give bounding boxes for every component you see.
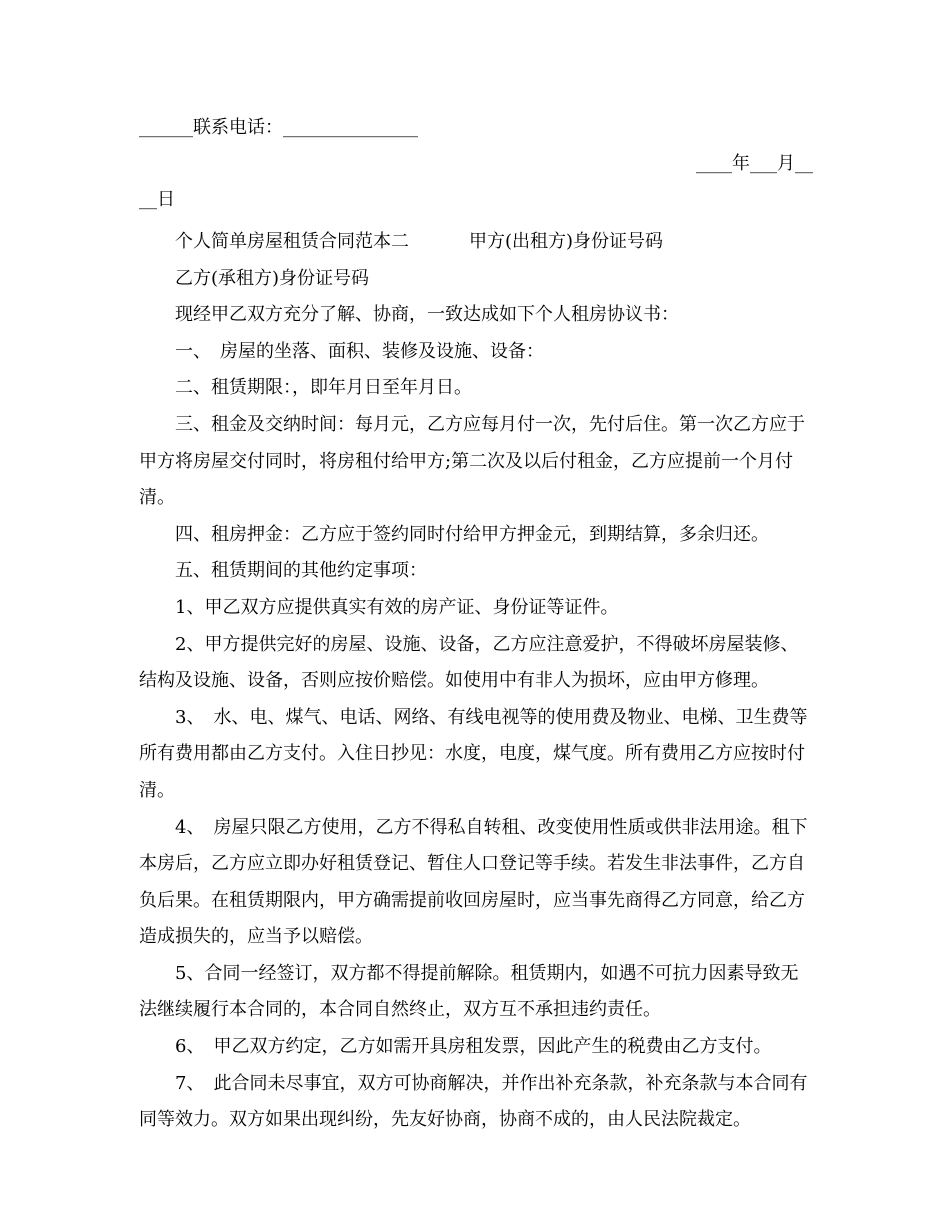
item-5: 5、合同一经签订，双方都不得提前解除。租赁期内，如遇不可抗力因素导致无法继续履行本合同的，本合同自然终止，双方互不承担违约责任。	[139, 962, 799, 1021]
item-7: 7、 此合同未尽事宜，双方可协商解决，并作出补充条款，补充条款与本合同有同等效力。双方如果出现纠纷，先友好协商，协商不成的，由人民法院裁定。	[139, 1072, 808, 1131]
header-block	[139, 116, 813, 212]
date-line: ____年___月__	[696, 153, 813, 174]
clause-4: 四、租房押金：乙方应于签约同时付给甲方押金元，到期结算，多余归还。	[175, 523, 769, 545]
party-b-id: 乙方(承租方)身份证号码	[175, 267, 370, 289]
document-body	[139, 116, 813, 1139]
item-2: 2、甲方提供完好的房屋、设施、设备，乙方应注意爱护，不得破坏房屋装修、结构及设施、设备，否则应按价赔偿。如使用中有非人为损坏，应由甲方修理。	[139, 633, 799, 692]
clause-2: 二、租赁期限：，即年月日至年月日。	[175, 377, 472, 399]
contract-title: 个人简单房屋租赁合同范本二	[175, 231, 409, 252]
item-1: 1、甲乙双方应提供真实有效的房产证、身份证等证件。	[175, 596, 619, 618]
party-a-id: 甲方(出租方)身份证号码	[469, 231, 664, 252]
day-line: __日	[139, 189, 175, 210]
clause-5: 五、租赁期间的其他约定事项：	[175, 560, 427, 582]
item-4: 4、 房屋只限乙方使用，乙方不得私自转租、改变使用性质或供非法用途。租下本房后，乙方应立即办好租赁登记、暂住人口登记等手续。若发生非法事件，乙方自负后果。在租赁期限内，甲方确需提前收回房屋时，应当事先商得乙方同意，给乙方造成损失的，应当予以赔偿。	[139, 816, 808, 948]
contact-line: ______联系电话：_______________	[139, 117, 418, 138]
clause-1: 一、 房屋的坐落、面积、装修及设施、设备：	[175, 340, 544, 362]
item-6: 6、 甲乙双方约定，乙方如需开具房租发票，因此产生的税费由乙方支付。	[175, 1036, 772, 1058]
item-3: 3、 水、电、煤气、电话、网络、有线电视等的使用费及物业、电梯、卫生费等所有费用都由乙方支付。入住日抄见：水度，电度，煤气度。所有费用乙方应按时付清。	[139, 706, 808, 801]
clause-3: 三、租金及交纳时间：每月元，乙方应每月付一次，先付后住。第一次乙方应于甲方将房屋交付同时，将房租付给甲方;第二次及以后付租金，乙方应提前一个月付清。	[139, 413, 805, 509]
title-line	[139, 224, 813, 261]
agreement-statement: 现经甲乙双方充分了解、协商，一致达成如下个人租房协议书：	[175, 304, 679, 326]
